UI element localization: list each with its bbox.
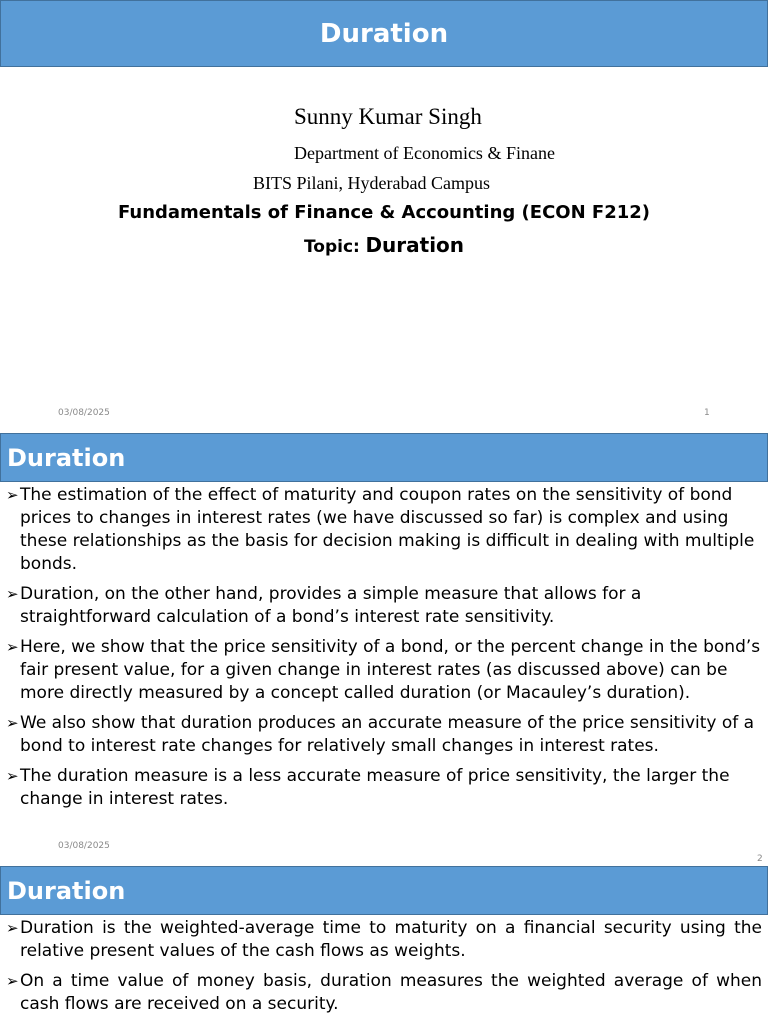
slide-1 (0, 0, 768, 433)
arrow-right-icon: ➢ (6, 919, 19, 937)
slide-1-page-number: 1 (704, 408, 710, 418)
slide-3-title: Duration (7, 877, 126, 905)
list-item: ➢ The estimation of the effect of maturity and coupon rates on the sensitivity of bond prices to changes in interest rates (we have discussed so far) is complex and using these relationships as the basis for decision making is difficult in dealing with multiple bonds. (6, 485, 755, 574)
topic-value: Duration (365, 233, 465, 257)
arrow-right-icon: ➢ (6, 638, 19, 656)
list-item: ➢ The duration measure is a less accurate measure of price sensitivity, the larger the change in interest rates. (6, 766, 730, 809)
slide-3-title-bar (0, 866, 768, 915)
list-item: ➢ On a time value of money basis, duration measures the weighted average of when cash flows are received on a security. (6, 971, 762, 1014)
slide-3-bullet-list (6, 917, 762, 1023)
slide-1-date: 03/08/2025 (58, 408, 110, 418)
slide-3 (0, 866, 768, 1024)
arrow-right-icon: ➢ (6, 714, 19, 732)
topic-label: Topic: (303, 237, 360, 257)
slide-2-bullet-list (6, 484, 762, 818)
department: Department of Economics & Finane (294, 143, 555, 163)
arrow-right-icon: ➢ (6, 486, 19, 504)
slide-2 (0, 433, 768, 866)
list-item: ➢ We also show that duration produces an accurate measure of the price sensitivity of a bond to interest rate changes for relatively small changes in interest rates. (6, 713, 755, 756)
slide-2-date: 03/08/2025 (58, 841, 110, 851)
course-title: Fundamentals of Finance & Accounting (ECON F212) (117, 202, 651, 223)
slide-2-title-bar (0, 433, 768, 482)
slide-1-title-bar (0, 0, 768, 67)
list-item: ➢ Duration is the weighted-average time to maturity on a financial security using the relative present values of the cash flows as weights. (6, 918, 762, 961)
campus: BITS Pilani, Hyderabad Campus (253, 173, 490, 193)
list-item: ➢ Here, we show that the price sensitivity of a bond, or the percent change in the bond’s fair present value, for a given change in interest rates (as discussed above) can be more directly measured by a concept called duration (or Macauley’s duration). (6, 637, 761, 703)
arrow-right-icon: ➢ (6, 767, 19, 785)
arrow-right-icon: ➢ (6, 585, 19, 603)
arrow-right-icon: ➢ (6, 972, 19, 990)
slide-1-title: Duration (319, 19, 449, 49)
slide-2-title: Duration (7, 444, 126, 472)
topic-line (0, 233, 768, 257)
author-name: Sunny Kumar Singh (294, 104, 482, 129)
list-item: ➢ Duration, on the other hand, provides a simple measure that allows for a straightforward calculation of a bond’s interest rate sensitivity. (6, 584, 642, 627)
slide-2-page-number: 2 (757, 854, 763, 864)
